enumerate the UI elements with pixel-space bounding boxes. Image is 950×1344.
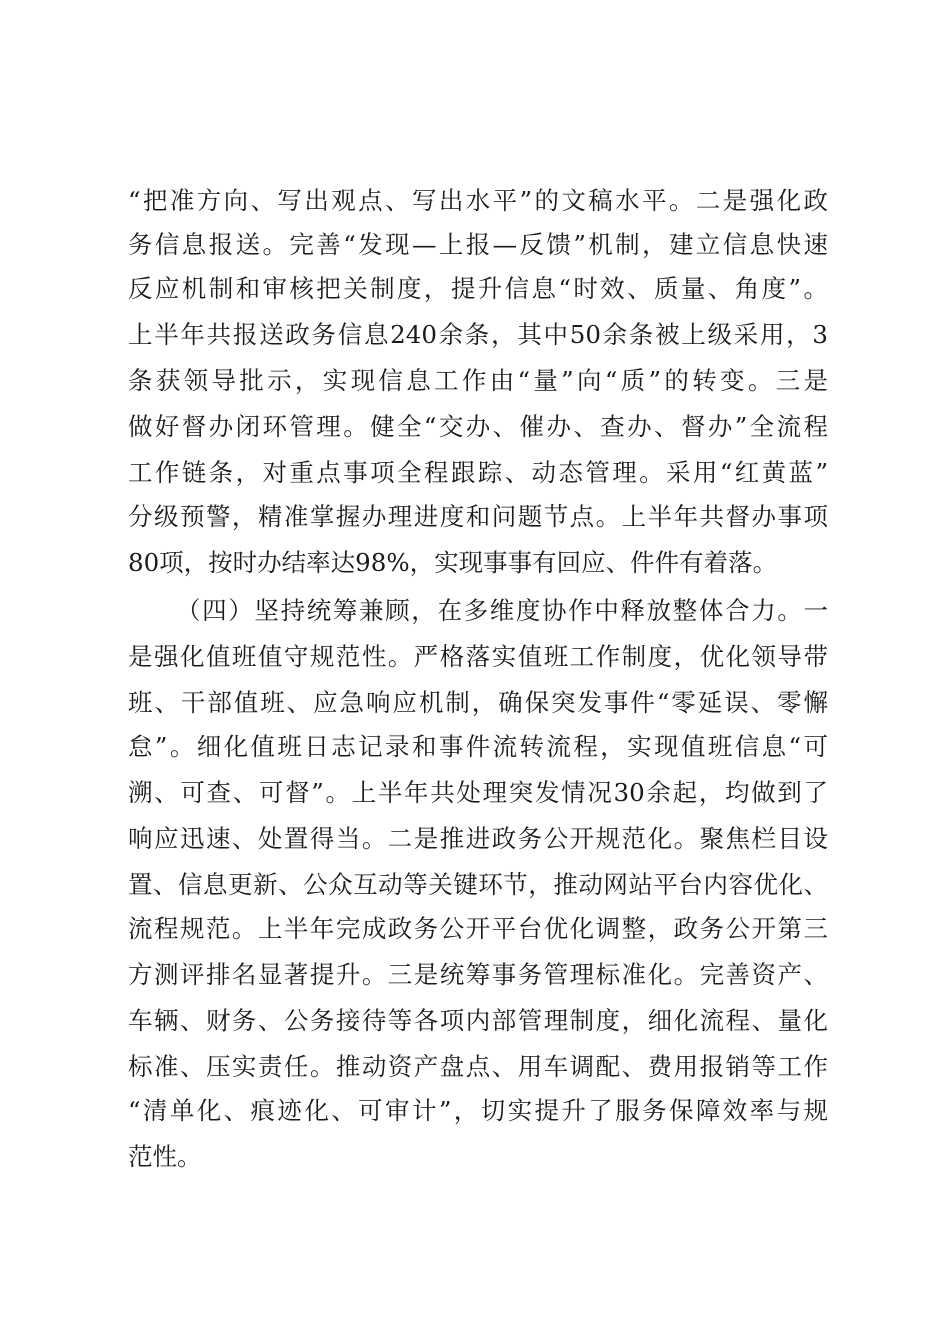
text-line: 范性。 <box>128 1142 202 1171</box>
text-line: 条获领导批示，实现信息工作由“量”向“质”的转变。三是 <box>128 366 828 395</box>
text-line: 务信息报送。完善“发现—上报—反馈”机制，建立信息快速 <box>128 230 828 259</box>
text-line: 置、信息更新、公众互动等关键环节，推动网站平台内容优化、 <box>128 870 828 899</box>
text-line: 方测评排名显著提升。三是统筹事务管理标准化。完善资产、 <box>128 960 828 989</box>
text-line: 标准、压实责任。推动资产盘点、用车调配、费用报销等工作 <box>128 1052 828 1081</box>
text-line: 溯、可查、可督”。上半年共处理突发情况30余起，均做到了 <box>128 778 828 807</box>
text-line: 分级预警，精准掌握办理进度和问题节点。上半年共督办事项 <box>128 502 828 531</box>
text-line: 反应机制和审核把关制度，提升信息“时效、质量、角度”。 <box>128 274 828 303</box>
text-line: 80项，按时办结率达98%，实现事事有回应、件件有着落。 <box>128 548 778 577</box>
text-line: “把准方向、写出观点、写出水平”的文稿水平。二是强化政 <box>128 186 828 215</box>
text-line: 响应迅速、处置得当。二是推进政务公开规范化。聚焦栏目设 <box>128 824 828 853</box>
text-line: 做好督办闭环管理。健全“交办、催办、查办、督办”全流程 <box>128 412 828 441</box>
text-line: 班、干部值班、应急响应机制，确保突发事件“零延误、零懈 <box>128 688 828 717</box>
text-line: 上半年共报送政务信息240余条，其中50余条被上级采用，3 <box>128 320 828 349</box>
text-line: 车辆、财务、公务接待等各项内部管理制度，细化流程、量化 <box>128 1006 828 1035</box>
text-line: “清单化、痕迹化、可审计”，切实提升了服务保障效率与规 <box>128 1096 828 1125</box>
text-line: 工作链条，对重点事项全程跟踪、动态管理。采用“红黄蓝” <box>128 458 828 487</box>
text-line: 是强化值班值守规范性。严格落实值班工作制度，优化领导带 <box>128 642 828 671</box>
text-line: 流程规范。上半年完成政务公开平台优化调整，政务公开第三 <box>128 914 828 943</box>
text-line: 怠”。细化值班日志记录和事件流转流程，实现值班信息“可 <box>128 732 828 761</box>
section-heading-line: （四）坚持统筹兼顾，在多维度协作中释放整体合力。一 <box>176 596 828 625</box>
